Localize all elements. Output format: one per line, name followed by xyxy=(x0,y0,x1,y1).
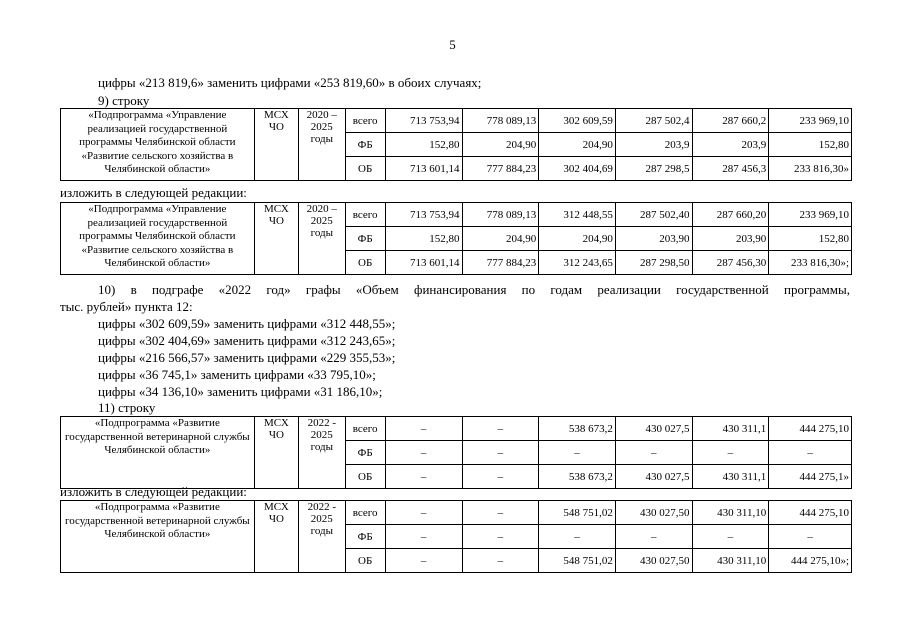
period-cell: 2022 - 2025 годы xyxy=(299,417,345,489)
value-cell: 713 601,14 xyxy=(385,251,462,275)
value-cell: 548 751,02 xyxy=(539,501,616,525)
value-cell: – xyxy=(615,441,692,465)
value-cell: 444 275,10 xyxy=(769,501,852,525)
value-cell: 713 753,94 xyxy=(385,109,462,133)
executor-cell: МСХ ЧО xyxy=(254,203,298,275)
value-cell: 203,90 xyxy=(692,227,769,251)
value-cell: 430 027,50 xyxy=(615,549,692,573)
value-cell: – xyxy=(462,441,539,465)
value-cell: 312 448,55 xyxy=(539,203,616,227)
value-cell: – xyxy=(769,525,852,549)
value-cell: – xyxy=(462,417,539,441)
source-cell: ОБ xyxy=(345,251,385,275)
program-name-cell: «Подпрограмма «Управление реализацией государственной программы Челябинской области «Развитие сельского хозяйства в Челябинской области» xyxy=(61,109,255,181)
value-cell: 287 502,40 xyxy=(615,203,692,227)
paragraph-line: тыс. рублей» пункта 12: xyxy=(60,299,193,314)
value-cell: – xyxy=(385,549,462,573)
value-cell: 233 969,10 xyxy=(769,203,852,227)
source-cell: всего xyxy=(345,501,385,525)
paragraph-line: цифры «216 566,57» заменить цифрами «229 355,53»; xyxy=(98,350,396,365)
period-cell: 2020 – 2025 годы xyxy=(299,109,345,181)
value-cell: – xyxy=(462,465,539,489)
value-cell: 778 089,13 xyxy=(462,203,539,227)
value-cell: 713 753,94 xyxy=(385,203,462,227)
table-row xyxy=(61,501,852,525)
table-amend-4 xyxy=(60,500,852,573)
value-cell: 233 969,10 xyxy=(769,109,852,133)
source-cell: ФБ xyxy=(345,133,385,157)
value-cell: 287 502,4 xyxy=(615,109,692,133)
value-cell: – xyxy=(385,465,462,489)
value-cell: 203,9 xyxy=(615,133,692,157)
executor-cell: МСХ ЧО xyxy=(254,109,298,181)
value-cell: 287 660,20 xyxy=(692,203,769,227)
executor-cell: МСХ ЧО xyxy=(254,501,298,573)
period-cell: 2020 – 2025 годы xyxy=(299,203,345,275)
value-cell: 713 601,14 xyxy=(385,157,462,181)
value-cell: – xyxy=(385,441,462,465)
value-cell: 204,90 xyxy=(462,227,539,251)
value-cell: 538 673,2 xyxy=(539,417,616,441)
value-cell: 444 275,1» xyxy=(769,465,852,489)
value-cell: 444 275,10»; xyxy=(769,549,852,573)
value-cell: – xyxy=(385,525,462,549)
period-cell: 2022 - 2025 годы xyxy=(299,501,345,573)
executor-cell: МСХ ЧО xyxy=(254,417,298,489)
paragraph-line: изложить в следующей редакции: xyxy=(60,484,247,499)
table-row xyxy=(61,109,852,133)
value-cell: 777 884,23 xyxy=(462,157,539,181)
value-cell: 538 673,2 xyxy=(539,465,616,489)
value-cell: 430 311,10 xyxy=(692,501,769,525)
value-cell: 430 027,5 xyxy=(615,417,692,441)
page-number: 5 xyxy=(449,37,456,52)
value-cell: – xyxy=(462,501,539,525)
value-cell: 430 311,1 xyxy=(692,417,769,441)
value-cell: 302 404,69 xyxy=(539,157,616,181)
value-cell: – xyxy=(615,525,692,549)
table-row xyxy=(61,417,852,441)
value-cell: 430 311,1 xyxy=(692,465,769,489)
paragraph-line: 10) в подграфе «2022 год» графы «Объем финансирования по годам реализации государственной программы, xyxy=(98,282,850,297)
value-cell: – xyxy=(385,417,462,441)
source-cell: ОБ xyxy=(345,465,385,489)
value-cell: 302 609,59 xyxy=(539,109,616,133)
paragraph-line: цифры «302 609,59» заменить цифрами «312 448,55»; xyxy=(98,316,396,331)
source-cell: ОБ xyxy=(345,157,385,181)
table-amend-2 xyxy=(60,202,852,275)
value-cell: 152,80 xyxy=(769,133,852,157)
table-amend-3 xyxy=(60,416,852,489)
value-cell: – xyxy=(462,525,539,549)
program-name-cell: «Подпрограмма «Управление реализацией государственной программы Челябинской области «Развитие сельского хозяйства в Челябинской области» xyxy=(61,203,255,275)
paragraph-line: 11) строку xyxy=(98,400,156,415)
value-cell: 287 298,50 xyxy=(615,251,692,275)
value-cell: 233 816,30» xyxy=(769,157,852,181)
value-cell: 287 456,30 xyxy=(692,251,769,275)
value-cell: 203,9 xyxy=(692,133,769,157)
value-cell: 778 089,13 xyxy=(462,109,539,133)
value-cell: – xyxy=(692,525,769,549)
paragraph-line: цифры «36 745,1» заменить цифрами «33 795,10»; xyxy=(98,367,376,382)
source-cell: всего xyxy=(345,109,385,133)
value-cell: – xyxy=(692,441,769,465)
table-amend-1 xyxy=(60,108,852,181)
paragraph-line: изложить в следующей редакции: xyxy=(60,185,247,200)
value-cell: 287 298,5 xyxy=(615,157,692,181)
source-cell: ФБ xyxy=(345,441,385,465)
value-cell: 777 884,23 xyxy=(462,251,539,275)
paragraph-line: цифры «213 819,6» заменить цифрами «253 819,60» в обоих случаях; xyxy=(98,75,482,90)
value-cell: – xyxy=(769,441,852,465)
value-cell: 233 816,30»; xyxy=(769,251,852,275)
value-cell: 548 751,02 xyxy=(539,549,616,573)
paragraph-line: цифры «34 136,10» заменить цифрами «31 186,10»; xyxy=(98,384,383,399)
value-cell: 444 275,10 xyxy=(769,417,852,441)
source-cell: всего xyxy=(345,203,385,227)
paragraph-line: 9) строку xyxy=(98,93,150,108)
value-cell: 287 456,3 xyxy=(692,157,769,181)
source-cell: ОБ xyxy=(345,549,385,573)
value-cell: – xyxy=(385,501,462,525)
value-cell: – xyxy=(539,525,616,549)
source-cell: всего xyxy=(345,417,385,441)
program-name-cell: «Подпрограмма «Развитие государственной ветеринарной службы Челябинской области» xyxy=(61,501,255,573)
value-cell: 204,90 xyxy=(539,227,616,251)
value-cell: 152,80 xyxy=(385,133,462,157)
value-cell: 152,80 xyxy=(769,227,852,251)
value-cell: 312 243,65 xyxy=(539,251,616,275)
program-name-cell: «Подпрограмма «Развитие государственной ветеринарной службы Челябинской области» xyxy=(61,417,255,489)
paragraph-line: цифры «302 404,69» заменить цифрами «312 243,65»; xyxy=(98,333,396,348)
source-cell: ФБ xyxy=(345,227,385,251)
value-cell: 287 660,2 xyxy=(692,109,769,133)
value-cell: 152,80 xyxy=(385,227,462,251)
value-cell: 204,90 xyxy=(462,133,539,157)
value-cell: 430 311,10 xyxy=(692,549,769,573)
value-cell: 430 027,5 xyxy=(615,465,692,489)
value-cell: 204,90 xyxy=(539,133,616,157)
value-cell: – xyxy=(462,549,539,573)
table-row xyxy=(61,203,852,227)
source-cell: ФБ xyxy=(345,525,385,549)
value-cell: 203,90 xyxy=(615,227,692,251)
value-cell: 430 027,50 xyxy=(615,501,692,525)
value-cell: – xyxy=(539,441,616,465)
